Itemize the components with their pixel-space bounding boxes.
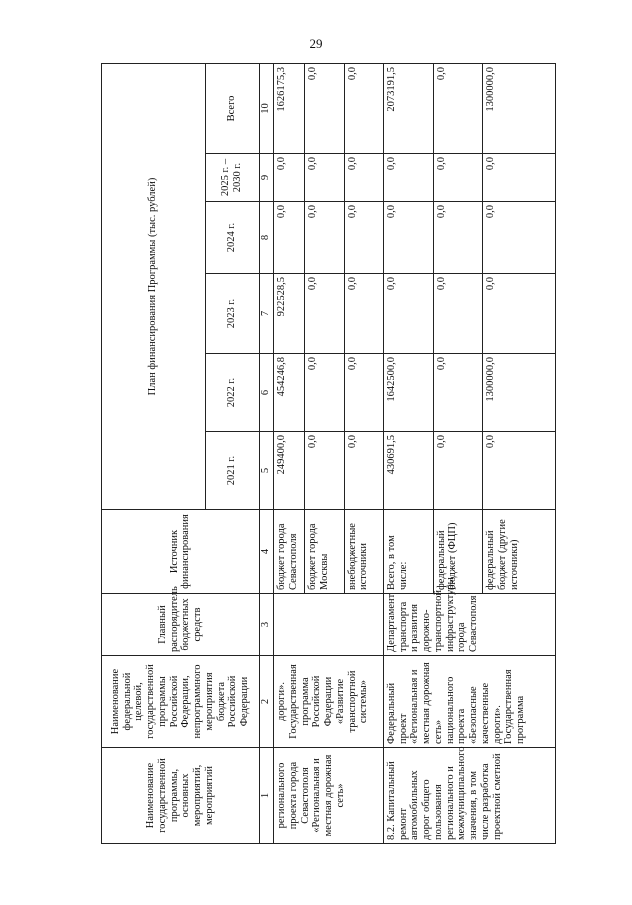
value-2023: 0,0 [383,274,433,354]
col-number: 8 [259,202,274,274]
col-number: 10 [259,63,274,153]
col-number: 2 [259,656,274,748]
col-number: 3 [259,594,274,656]
value-total: 0,0 [344,63,383,153]
header-year-2025-2030: 2025 г. – 2030 г. [205,154,259,202]
value-2021: 0,0 [305,432,344,510]
header-total: Всего [205,63,259,153]
col-number: 9 [259,154,274,202]
value-2022: 454246,8 [274,354,305,432]
federal-program-cell: дороги». Государственная программа Российской Федерации «Развитие транспортной системы» [274,656,384,748]
value-total: 0,0 [305,63,344,153]
value-2025-2030: 0,0 [344,154,383,202]
value-2021: 0,0 [344,432,383,510]
value-2025-2030: 0,0 [383,154,433,202]
col-number: 4 [259,510,274,594]
value-2024: 0,0 [305,202,344,274]
column-number-row [259,63,274,843]
col-number: 1 [259,748,274,844]
funding-source-cell: Всего, в том числе: [383,510,433,594]
value-2025-2030: 0,0 [274,154,305,202]
value-total: 2073191,5 [383,63,433,153]
value-total: 1300000,0 [483,63,556,153]
value-2021: 0,0 [433,432,483,510]
funding-source-cell: внебюджетные источники [344,510,383,594]
header-funding-source: Источник финансирования [102,510,260,594]
value-total: 1626175,3 [274,63,305,153]
col-number: 7 [259,274,274,354]
program-name-cell: 8.2. Капитальный ремонт автомобильных дорог общего пользования регионального и межмуниципального значения, в том числе разработка проектной сметной [383,748,555,844]
value-2022: 0,0 [433,354,483,432]
budget-manager-cell [274,594,384,656]
value-2025-2030: 0,0 [483,154,556,202]
value-2022: 0,0 [305,354,344,432]
value-2023: 0,0 [483,274,556,354]
header-budget-manager: Главный распорядитель бюджетных средств [102,594,260,656]
value-2024: 0,0 [274,202,305,274]
table-row [274,63,305,843]
header-row-1 [102,63,206,843]
value-2025-2030: 0,0 [433,154,483,202]
rotated-table-container [101,64,556,844]
header-financing-plan: План финансирования Программы (тыс. рублей) [102,63,206,509]
page-number: 29 [309,36,323,51]
col-number: 6 [259,354,274,432]
value-2023: 0,0 [433,274,483,354]
funding-source-cell: федеральный бюджет (другие источники) [483,510,556,594]
header-program-name: Наименование государственной программы, основных мероприятий, мероприятий [102,748,260,844]
value-2021: 430691,5 [383,432,433,510]
value-2025-2030: 0,0 [305,154,344,202]
budget-manager-cell: Департамент транспорта и развития дорожно-транспортной инфраструктуры города Севастополя [383,594,555,656]
header-year-2022: 2022 г. [205,354,259,432]
value-total: 0,0 [433,63,483,153]
funding-source-cell: бюджет города Москвы [305,510,344,594]
value-2022: 1642500,0 [383,354,433,432]
value-2022: 0,0 [344,354,383,432]
header-year-2021: 2021 г. [205,432,259,510]
value-2021: 0,0 [483,432,556,510]
col-number: 5 [259,432,274,510]
value-2023: 0,0 [344,274,383,354]
program-name-cell: регионального проекта города Севастополя «Региональная и местная дорожная сеть» [274,748,384,844]
value-2022: 1300000,0 [483,354,556,432]
value-2024: 0,0 [483,202,556,274]
value-2021: 249400,0 [274,432,305,510]
table-row [383,63,433,843]
header-year-2024: 2024 г. [205,202,259,274]
header-year-2023: 2023 г. [205,274,259,354]
value-2024: 0,0 [383,202,433,274]
value-2023: 922528,5 [274,274,305,354]
federal-program-cell: Федеральный проект «Региональная и местная дорожная сеть» национального проекта «Безопасные качественные дороги». Государственная программа [383,656,555,748]
header-federal-program: Наименование федеральной целевой, государственной программы Российской Федерации, непрограммного мероприятия бюджета Российской Федерации [102,656,260,748]
value-2024: 0,0 [433,202,483,274]
funding-source-cell: бюджет города Севастополя [274,510,305,594]
value-2023: 0,0 [305,274,344,354]
value-2024: 0,0 [344,202,383,274]
financing-table [101,63,556,844]
funding-source-cell: федеральный бюджет (ФЦП) [433,510,483,594]
